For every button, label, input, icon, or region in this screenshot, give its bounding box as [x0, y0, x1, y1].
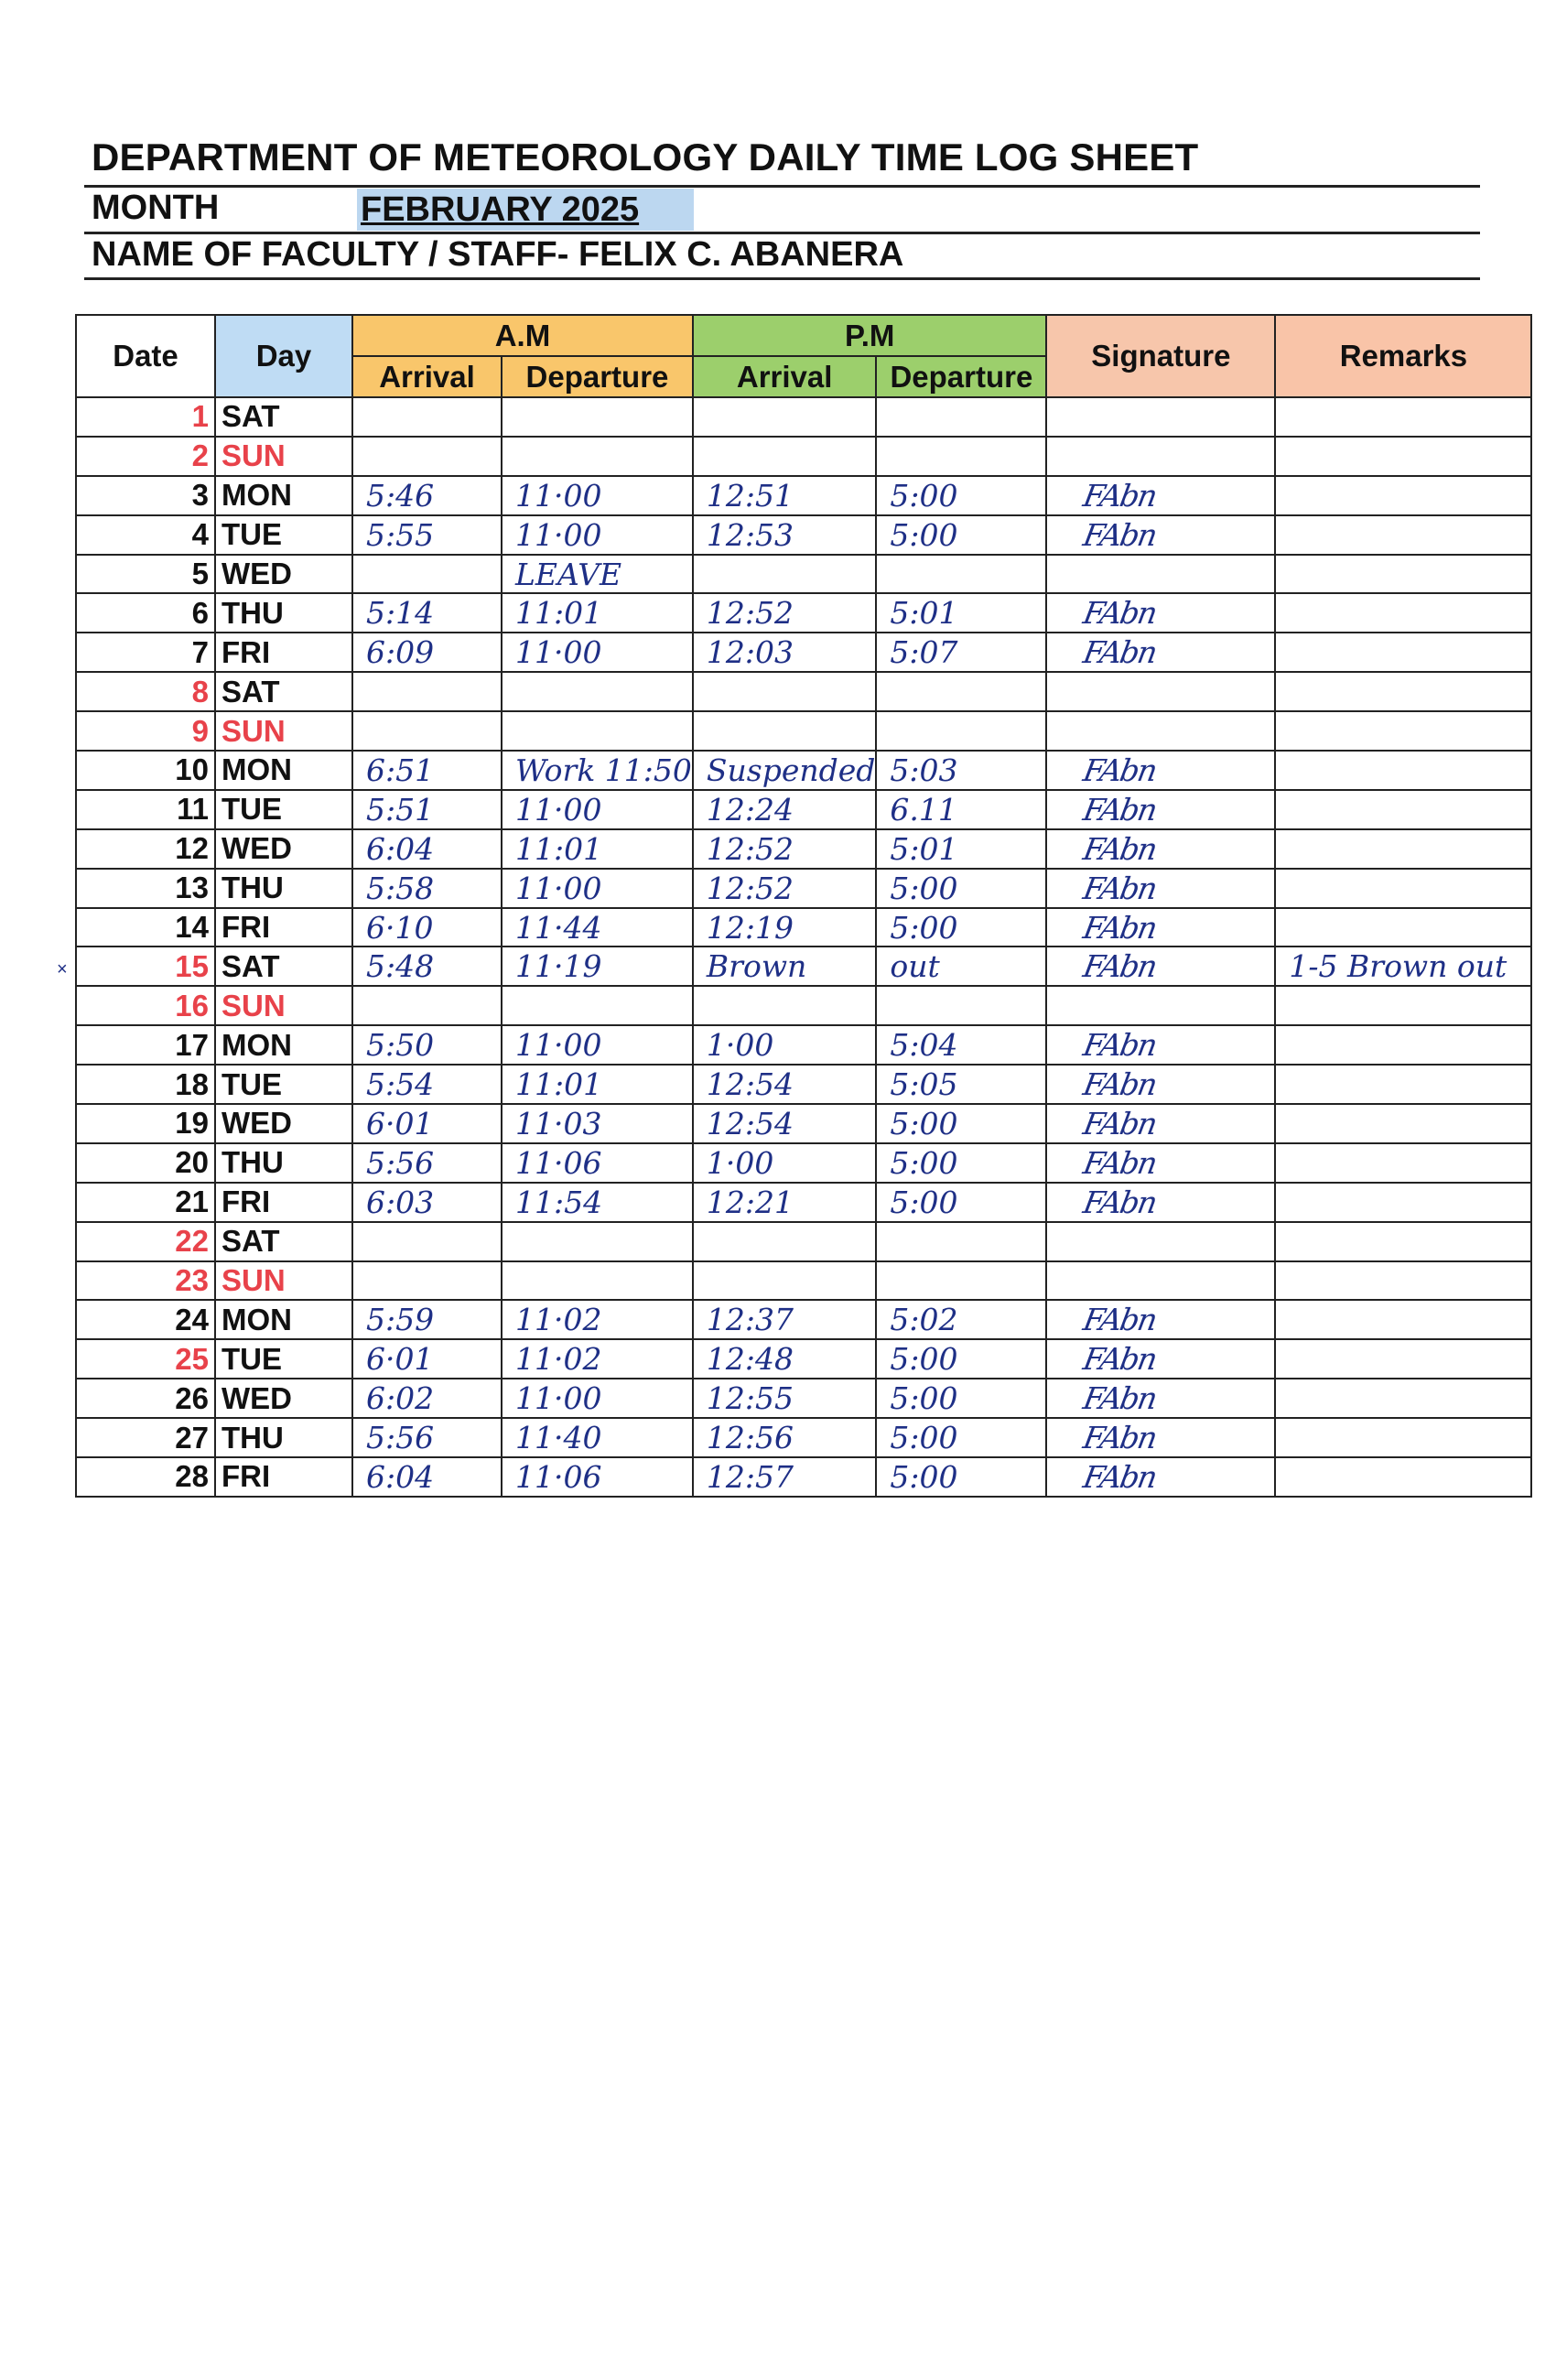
table-row [76, 947, 1531, 986]
day-cell: SUN [215, 711, 352, 751]
remarks-cell [1275, 1261, 1531, 1301]
remarks-cell [1275, 1379, 1531, 1418]
am-departure-cell: 11·40 [502, 1418, 693, 1457]
day-cell: SUN [215, 986, 352, 1025]
pm-arrival-cell: 12:19 [693, 908, 876, 947]
signature-cell [1046, 1379, 1275, 1418]
date-cell: 24 [76, 1300, 215, 1339]
signature-cell [1046, 1222, 1275, 1261]
remarks-cell [1275, 633, 1531, 672]
day-cell: MON [215, 1300, 352, 1339]
am-departure-cell: 11·19 [502, 947, 693, 986]
table-row [76, 790, 1531, 829]
am-departure-cell: 11:01 [502, 1065, 693, 1104]
am-departure-cell: LEAVE [502, 555, 693, 594]
header-day: Day [215, 315, 352, 397]
pm-arrival-cell: 12:52 [693, 869, 876, 908]
remarks-cell [1275, 593, 1531, 633]
signature-cell [1046, 1143, 1275, 1183]
pm-arrival-cell: 12:57 [693, 1457, 876, 1497]
pm-arrival-cell [693, 672, 876, 711]
signature-cell [1046, 672, 1275, 711]
am-arrival-cell [352, 672, 502, 711]
table-row [76, 1418, 1531, 1457]
date-cell: 16 [76, 986, 215, 1025]
date-cell: 14 [76, 908, 215, 947]
date-cell: 5 [76, 555, 215, 594]
pm-departure-cell [876, 1261, 1046, 1301]
pm-departure-cell: 5:01 [876, 593, 1046, 633]
pm-departure-cell: 5:02 [876, 1300, 1046, 1339]
date-cell: 23 [76, 1261, 215, 1301]
remarks-cell [1275, 790, 1531, 829]
date-cell: 21 [76, 1183, 215, 1222]
pm-departure-cell: 5:04 [876, 1025, 1046, 1065]
pm-arrival-cell: 12:52 [693, 829, 876, 869]
handwritten-signature: FAbn [1080, 516, 1160, 553]
pm-departure-cell: 5:07 [876, 633, 1046, 672]
pm-departure-cell [876, 437, 1046, 476]
date-cell: 27 [76, 1418, 215, 1457]
am-arrival-cell: 6·10 [352, 908, 502, 947]
day-cell: THU [215, 869, 352, 908]
pm-departure-cell [876, 672, 1046, 711]
signature-cell [1046, 555, 1275, 594]
date-cell: 15 [76, 947, 215, 986]
date-cell: 7 [76, 633, 215, 672]
day-cell: FRI [215, 1457, 352, 1497]
am-departure-cell: 11·00 [502, 1025, 693, 1065]
signature-cell [1046, 1418, 1275, 1457]
day-cell: THU [215, 1143, 352, 1183]
remarks-cell [1275, 1025, 1531, 1065]
header-date: Date [76, 315, 215, 397]
pm-arrival-cell: 12:48 [693, 1339, 876, 1379]
table-row [76, 1183, 1531, 1222]
date-cell: 13 [76, 869, 215, 908]
am-departure-cell [502, 711, 693, 751]
am-arrival-cell: 6:04 [352, 1457, 502, 1497]
header-pm-arrival: Arrival [693, 356, 876, 397]
pm-departure-cell: 5:03 [876, 751, 1046, 790]
day-cell: TUE [215, 1339, 352, 1379]
month-value: FEBRUARY 2025 [357, 189, 694, 231]
pm-departure-cell: 5:00 [876, 908, 1046, 947]
date-cell: 17 [76, 1025, 215, 1065]
remarks-cell [1275, 869, 1531, 908]
header-am-arrival: Arrival [352, 356, 502, 397]
pm-departure-cell: 5:00 [876, 1418, 1046, 1457]
pm-departure-cell [876, 986, 1046, 1025]
am-departure-cell: 11·00 [502, 869, 693, 908]
table-row [76, 1261, 1531, 1301]
signature-cell [1046, 986, 1275, 1025]
signature-cell [1046, 829, 1275, 869]
am-arrival-cell: 5:56 [352, 1418, 502, 1457]
signature-cell [1046, 1300, 1275, 1339]
am-arrival-cell: 5:56 [352, 1143, 502, 1183]
handwritten-signature: FAbn [1080, 791, 1160, 828]
am-arrival-cell [352, 1261, 502, 1301]
pm-departure-cell: 5:00 [876, 1104, 1046, 1143]
table-row [76, 1339, 1531, 1379]
handwritten-signature: FAbn [1080, 830, 1160, 867]
am-arrival-cell: 5:54 [352, 1065, 502, 1104]
pm-arrival-cell: 12:52 [693, 593, 876, 633]
table-row [76, 437, 1531, 476]
am-departure-cell [502, 672, 693, 711]
pm-departure-cell: 5:00 [876, 1379, 1046, 1418]
am-departure-cell: Work 11:50 [502, 751, 693, 790]
am-arrival-cell: 6:09 [352, 633, 502, 672]
am-departure-cell: 11·00 [502, 790, 693, 829]
handwritten-signature: FAbn [1080, 1105, 1160, 1141]
day-cell: FRI [215, 633, 352, 672]
signature-cell [1046, 437, 1275, 476]
pm-departure-cell: out [876, 947, 1046, 986]
day-cell: SAT [215, 1222, 352, 1261]
am-departure-cell: 11·00 [502, 1379, 693, 1418]
pm-departure-cell [876, 711, 1046, 751]
remarks-cell [1275, 1300, 1531, 1339]
pm-arrival-cell: 12:56 [693, 1418, 876, 1457]
pm-departure-cell [876, 555, 1046, 594]
day-cell: MON [215, 476, 352, 515]
faculty-name: NAME OF FACULTY / STAFF- FELIX C. ABANERA [92, 235, 904, 274]
pm-arrival-cell [693, 1222, 876, 1261]
table-row [76, 1457, 1531, 1497]
signature-cell [1046, 947, 1275, 986]
date-cell: 26 [76, 1379, 215, 1418]
pm-arrival-cell [693, 986, 876, 1025]
table-row [76, 751, 1531, 790]
date-cell: 25 [76, 1339, 215, 1379]
table-row [76, 555, 1531, 594]
table-row [76, 1104, 1531, 1143]
title-underline [84, 185, 1480, 188]
pm-departure-cell: 5:00 [876, 1457, 1046, 1497]
am-departure-cell [502, 986, 693, 1025]
am-departure-cell: 11·06 [502, 1457, 693, 1497]
table-row [76, 515, 1531, 555]
remarks-cell [1275, 437, 1531, 476]
date-cell: 19 [76, 1104, 215, 1143]
remarks-cell [1275, 672, 1531, 711]
am-departure-cell [502, 1261, 693, 1301]
day-cell: THU [215, 593, 352, 633]
date-cell: 8 [76, 672, 215, 711]
date-cell: 20 [76, 1143, 215, 1183]
pm-departure-cell: 5:05 [876, 1065, 1046, 1104]
signature-cell [1046, 790, 1275, 829]
pm-departure-cell: 5:00 [876, 1339, 1046, 1379]
pm-departure-cell: 5:00 [876, 869, 1046, 908]
signature-cell [1046, 1104, 1275, 1143]
handwritten-signature: FAbn [1080, 595, 1160, 632]
table-row [76, 1143, 1531, 1183]
table-row [76, 829, 1531, 869]
table-row [76, 672, 1531, 711]
pm-arrival-cell: 12:03 [693, 633, 876, 672]
am-departure-cell: 11:54 [502, 1183, 693, 1222]
date-cell: 2 [76, 437, 215, 476]
date-cell: 6 [76, 593, 215, 633]
handwritten-signature: FAbn [1080, 1066, 1160, 1103]
day-cell: SAT [215, 947, 352, 986]
handwritten-signature: FAbn [1080, 634, 1160, 671]
am-arrival-cell: 5:59 [352, 1300, 502, 1339]
handwritten-signature: FAbn [1080, 948, 1160, 985]
am-arrival-cell [352, 555, 502, 594]
handwritten-signature: FAbn [1080, 1184, 1160, 1220]
am-departure-cell: 11:01 [502, 593, 693, 633]
day-cell: WED [215, 829, 352, 869]
pm-arrival-cell: 12:53 [693, 515, 876, 555]
page-title: DEPARTMENT OF METEOROLOGY DAILY TIME LOG SHEET [92, 135, 1199, 178]
am-arrival-cell: 6·01 [352, 1339, 502, 1379]
day-cell: THU [215, 1418, 352, 1457]
remarks-cell [1275, 555, 1531, 594]
table-row [76, 711, 1531, 751]
signature-cell [1046, 1025, 1275, 1065]
table-row [76, 908, 1531, 947]
remarks-cell [1275, 829, 1531, 869]
day-cell: SUN [215, 1261, 352, 1301]
remarks-cell [1275, 751, 1531, 790]
day-cell: FRI [215, 908, 352, 947]
pm-departure-cell: 5:00 [876, 476, 1046, 515]
date-cell: 9 [76, 711, 215, 751]
signature-cell [1046, 711, 1275, 751]
remarks-cell [1275, 1339, 1531, 1379]
day-cell: TUE [215, 1065, 352, 1104]
am-arrival-cell: 6:03 [352, 1183, 502, 1222]
am-departure-cell [502, 437, 693, 476]
pm-departure-cell [876, 397, 1046, 437]
remarks-cell [1275, 1418, 1531, 1457]
remarks-cell: 1-5 Brown out [1275, 947, 1531, 986]
pm-departure-cell: 5:01 [876, 829, 1046, 869]
am-arrival-cell: 5:55 [352, 515, 502, 555]
handwritten-signature: FAbn [1080, 909, 1160, 946]
table-row [76, 1379, 1531, 1418]
day-cell: WED [215, 1379, 352, 1418]
day-cell: WED [215, 555, 352, 594]
signature-cell [1046, 1183, 1275, 1222]
am-departure-cell: 11·44 [502, 908, 693, 947]
table-row [76, 986, 1531, 1025]
remarks-cell [1275, 1065, 1531, 1104]
remarks-cell [1275, 1222, 1531, 1261]
signature-cell [1046, 397, 1275, 437]
pm-arrival-cell: Brown [693, 947, 876, 986]
handwritten-signature: FAbn [1080, 1458, 1160, 1495]
handwritten-signature: FAbn [1080, 1341, 1160, 1378]
am-arrival-cell: 5:48 [352, 947, 502, 986]
pm-arrival-cell: 12:51 [693, 476, 876, 515]
remarks-cell [1275, 1183, 1531, 1222]
am-arrival-cell [352, 437, 502, 476]
am-arrival-cell: 5:51 [352, 790, 502, 829]
remarks-cell [1275, 1143, 1531, 1183]
remarks-cell [1275, 1104, 1531, 1143]
pm-arrival-cell [693, 1261, 876, 1301]
am-departure-cell [502, 397, 693, 437]
remarks-cell [1275, 515, 1531, 555]
date-cell: 11 [76, 790, 215, 829]
table-row [76, 593, 1531, 633]
am-departure-cell: 11:01 [502, 829, 693, 869]
day-cell: SAT [215, 672, 352, 711]
pm-departure-cell: 5:00 [876, 515, 1046, 555]
pm-arrival-cell [693, 555, 876, 594]
pm-departure-cell: 5:00 [876, 1183, 1046, 1222]
signature-cell [1046, 476, 1275, 515]
handwritten-signature: FAbn [1080, 1420, 1160, 1456]
table-row [76, 1222, 1531, 1261]
day-cell: MON [215, 1025, 352, 1065]
am-arrival-cell: 6·01 [352, 1104, 502, 1143]
date-cell: 1 [76, 397, 215, 437]
pm-departure-cell [876, 1222, 1046, 1261]
date-cell: 12 [76, 829, 215, 869]
signature-cell [1046, 908, 1275, 947]
table-row [76, 1300, 1531, 1339]
date-cell: 28 [76, 1457, 215, 1497]
am-departure-cell [502, 1222, 693, 1261]
signature-cell [1046, 1339, 1275, 1379]
date-cell: 3 [76, 476, 215, 515]
signature-cell [1046, 515, 1275, 555]
handwritten-signature: FAbn [1080, 752, 1160, 788]
am-arrival-cell: 6:04 [352, 829, 502, 869]
am-departure-cell: 11·00 [502, 476, 693, 515]
pm-departure-cell: 5:00 [876, 1143, 1046, 1183]
pm-departure-cell: 6.11 [876, 790, 1046, 829]
pm-arrival-cell [693, 397, 876, 437]
pm-arrival-cell: 12:55 [693, 1379, 876, 1418]
day-cell: TUE [215, 790, 352, 829]
day-cell: MON [215, 751, 352, 790]
table-row [76, 869, 1531, 908]
month-underline [84, 232, 1480, 234]
pm-arrival-cell [693, 711, 876, 751]
pm-arrival-cell: 1·00 [693, 1143, 876, 1183]
header-signature: Signature [1046, 315, 1275, 397]
remarks-cell [1275, 711, 1531, 751]
date-cell: 10 [76, 751, 215, 790]
pm-arrival-cell: 12:37 [693, 1300, 876, 1339]
signature-cell [1046, 1065, 1275, 1104]
signature-cell [1046, 869, 1275, 908]
header-pm-departure: Departure [876, 356, 1046, 397]
am-departure-cell: 11·00 [502, 633, 693, 672]
table-row [76, 397, 1531, 437]
signature-cell [1046, 1457, 1275, 1497]
table-row [76, 1025, 1531, 1065]
month-label: MONTH [92, 189, 220, 227]
pm-arrival-cell: 12:24 [693, 790, 876, 829]
table-row [76, 476, 1531, 515]
header-am-departure: Departure [502, 356, 693, 397]
margin-mark: × [57, 959, 68, 979]
am-arrival-cell [352, 397, 502, 437]
table-row [76, 633, 1531, 672]
am-arrival-cell [352, 1222, 502, 1261]
time-log-rows [76, 397, 1531, 1497]
name-underline [84, 277, 1480, 280]
remarks-cell [1275, 397, 1531, 437]
am-arrival-cell: 5:50 [352, 1025, 502, 1065]
time-log-table [75, 314, 1532, 1498]
pm-arrival-cell: 12:54 [693, 1065, 876, 1104]
handwritten-signature: FAbn [1080, 477, 1160, 514]
am-departure-cell: 11·02 [502, 1300, 693, 1339]
signature-cell [1046, 751, 1275, 790]
header-pm: P.M [693, 315, 1046, 356]
day-cell: FRI [215, 1183, 352, 1222]
am-arrival-cell: 6:02 [352, 1379, 502, 1418]
signature-cell [1046, 593, 1275, 633]
handwritten-signature: FAbn [1080, 1144, 1160, 1181]
date-cell: 18 [76, 1065, 215, 1104]
pm-arrival-cell: 12:21 [693, 1183, 876, 1222]
handwritten-signature: FAbn [1080, 1380, 1160, 1417]
pm-arrival-cell: 1·00 [693, 1025, 876, 1065]
handwritten-signature: FAbn [1080, 1027, 1160, 1064]
am-arrival-cell: 6:51 [352, 751, 502, 790]
remarks-cell [1275, 476, 1531, 515]
remarks-cell [1275, 986, 1531, 1025]
remarks-cell [1275, 908, 1531, 947]
day-cell: SUN [215, 437, 352, 476]
pm-arrival-cell: 12:54 [693, 1104, 876, 1143]
signature-cell [1046, 633, 1275, 672]
header-remarks: Remarks [1275, 315, 1531, 397]
am-departure-cell: 11·06 [502, 1143, 693, 1183]
pm-arrival-cell [693, 437, 876, 476]
date-cell: 4 [76, 515, 215, 555]
signature-cell [1046, 1261, 1275, 1301]
day-cell: SAT [215, 397, 352, 437]
header-am: A.M [352, 315, 693, 356]
am-arrival-cell [352, 986, 502, 1025]
am-arrival-cell [352, 711, 502, 751]
handwritten-signature: FAbn [1080, 870, 1160, 906]
day-cell: WED [215, 1104, 352, 1143]
pm-arrival-cell: Suspended [693, 751, 876, 790]
am-departure-cell: 11·03 [502, 1104, 693, 1143]
day-cell: TUE [215, 515, 352, 555]
am-departure-cell: 11·00 [502, 515, 693, 555]
am-arrival-cell: 5:58 [352, 869, 502, 908]
am-arrival-cell: 5:46 [352, 476, 502, 515]
am-arrival-cell: 5:14 [352, 593, 502, 633]
table-row [76, 1065, 1531, 1104]
date-cell: 22 [76, 1222, 215, 1261]
remarks-cell [1275, 1457, 1531, 1497]
handwritten-signature: FAbn [1080, 1302, 1160, 1338]
am-departure-cell: 11·02 [502, 1339, 693, 1379]
